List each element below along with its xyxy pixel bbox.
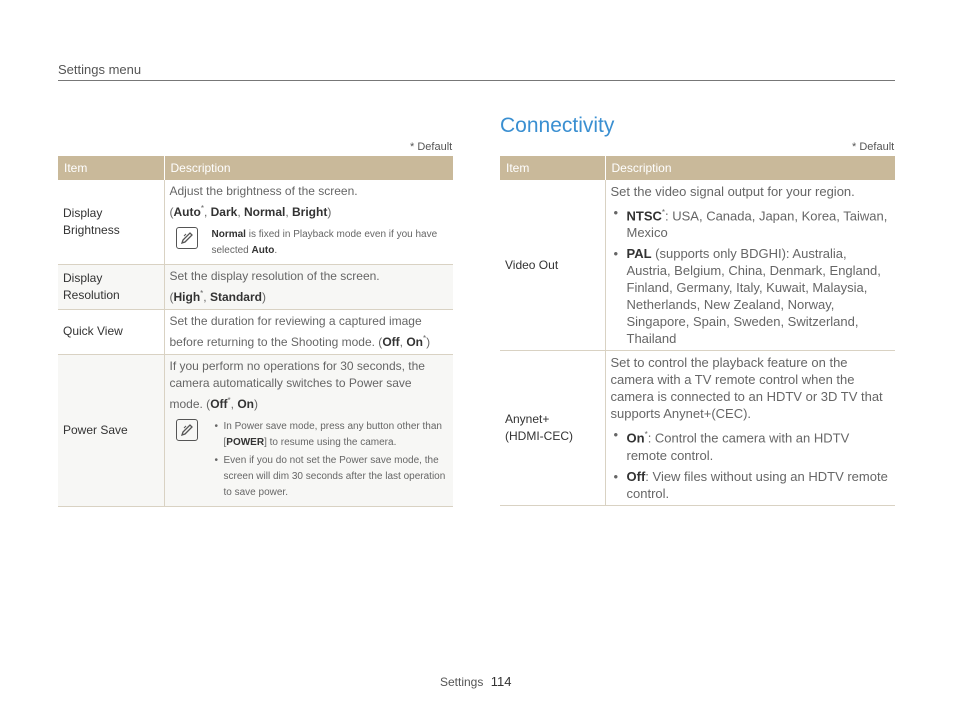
note-icon: [176, 227, 198, 249]
note-text: Normal is fixed in Playback mode even if you have selected Auto.: [211, 229, 438, 256]
description-cell: [164, 180, 453, 264]
list-item: • On*: Control the camera with an HDTV remote control.: [611, 426, 891, 463]
header-divider: [58, 80, 895, 81]
description-cell: Set to control the playback feature on the camera with a TV remote control when the camera is connected to an HDTV or 3D TV that supports Anynet+(CEC). • On*: Control the camera with an HDTV remote control. • Off: View files without using an HDTV remote control.: [605, 351, 895, 505]
item-cell: Anynet+ (HDMI-CEC): [500, 351, 605, 505]
note-box: [170, 419, 449, 503]
options-line: (Auto*, Dark, Normal, Bright): [169, 204, 332, 219]
column-header-item: Item: [58, 156, 164, 180]
list-item: • NTSC*: USA, Canada, Japan, Korea, Taiwan, Mexico: [611, 204, 891, 241]
footer-label: Settings: [440, 675, 484, 689]
list-item: • Off: View files without using an HDTV remote control.: [611, 468, 891, 502]
table-row: [58, 354, 453, 506]
page-footer: [440, 674, 511, 689]
default-legend: * Default: [852, 141, 895, 153]
description-cell: Set the video signal output for your region. • NTSC*: USA, Canada, Japan, Korea, Taiwan, Mexico • PAL (supports only BDGHI): Australia, Austria, Belgium, China, Denmark, England, Finland, Germany, Italy, Kuwait, Malaysia, Netherlands, New Zealand, Norway, Singapore, Spain, Sweden, Switzerland, Thailand: [605, 180, 895, 351]
description-cell: Set the duration for reviewing a captured image before returning to the Shooting mode. (Off, On*): [164, 309, 453, 354]
options-line: (High*, Standard): [169, 288, 266, 304]
table-header-row: [500, 156, 895, 180]
page-number: 114: [490, 674, 512, 689]
table-row: [58, 264, 453, 309]
note-box: [170, 227, 449, 259]
column-header-item: Item: [500, 156, 605, 180]
list-item: • PAL (supports only BDGHI): Australia, Austria, Belgium, China, Denmark, England, Finland, Germany, Italy, Kuwait, Malaysia, Netherlands, New Zealand, Norway, Singapore, Spain, Sweden, Switzerland, Thailand: [611, 245, 891, 347]
option-list: [611, 426, 891, 501]
list-item: • Even if you do not set the Power save mode, the screen will dim 30 seconds after the last operation to save power.: [212, 453, 449, 501]
section-title: Connectivity: [500, 114, 615, 137]
item-cell: Quick View: [58, 309, 164, 354]
table-row: [500, 180, 895, 351]
item-cell: Display Resolution: [58, 264, 164, 309]
column-header-description: Description: [605, 156, 895, 180]
default-legend: * Default: [410, 141, 453, 153]
item-cell: Display Brightness: [58, 180, 164, 264]
description-cell: If you perform no operations for 30 seconds, the camera automatically switches to Power save mode. (Off*, On) • In Power save mode, press any button other than [POWER] to resume using the camera. • Even if you do not set the Power save mode, the screen will dim 30 seconds after the last operation to save power.: [164, 354, 453, 506]
table-row: [500, 351, 895, 505]
running-header: Settings menu: [58, 62, 142, 77]
column-header-description: Description: [164, 156, 453, 180]
connectivity-table: [500, 156, 895, 506]
table-row: [58, 180, 453, 264]
option-list: [611, 204, 891, 347]
description-text: Adjust the brightness of the screen.: [169, 184, 358, 198]
list-item: • In Power save mode, press any button other than [POWER] to resume using the camera.: [212, 419, 449, 451]
item-cell: Video Out: [500, 180, 605, 351]
display-settings-table: [58, 156, 453, 507]
note-icon: [176, 419, 198, 441]
description-cell: Set the display resolution of the screen. (High*, Standard): [164, 264, 453, 309]
table-row: [58, 309, 453, 354]
item-cell: Power Save: [58, 354, 164, 506]
note-list: [212, 419, 449, 503]
table-header-row: [58, 156, 453, 180]
